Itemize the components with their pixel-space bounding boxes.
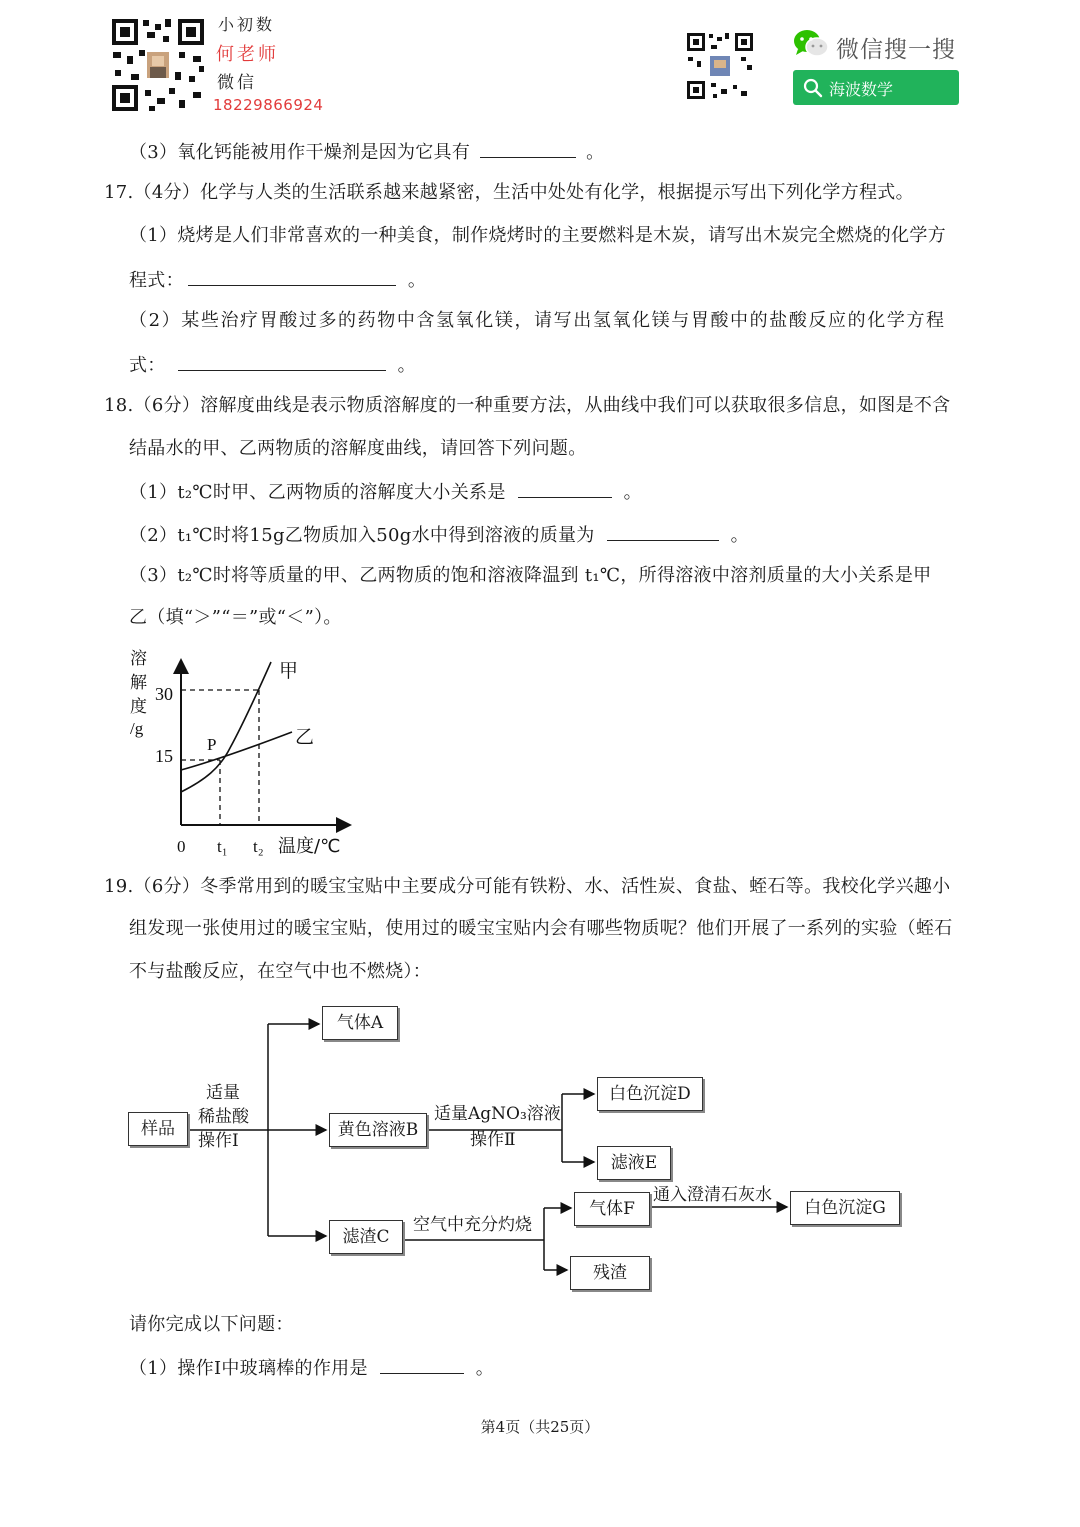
flow-label-op2-line2: 操作Ⅱ bbox=[470, 1130, 516, 1150]
contact-teacher-line: 何老师 bbox=[216, 44, 279, 65]
flow-box-solution-b: 黄色溶液B bbox=[329, 1113, 427, 1147]
period: 。 bbox=[397, 355, 416, 376]
q19-stem-line1: 19.（6分）冬季常用到的暖宝宝贴中主要成分可能有铁粉、水、活性炭、食盐、蛭石等。我校化学兴趣小 bbox=[104, 876, 951, 897]
x-tick-0: 0 bbox=[177, 837, 186, 856]
y-tick-30: 30 bbox=[155, 684, 173, 704]
q19-stem-line3: 不与盐酸反应，在空气中也不燃烧）： bbox=[129, 961, 432, 982]
q19-stem-line2: 组发现一张使用过的暖宝宝贴，使用过的暖宝宝贴内会有哪些物质呢？他们开展了一系列的实验（蛭石 bbox=[129, 918, 953, 939]
q18-part2-text: （2）t₁℃时将15g乙物质加入50g水中得到溶液的质量为 bbox=[129, 525, 595, 546]
flow-box-filtrate-e: 滤液E bbox=[597, 1146, 671, 1180]
flow-box-gas-a: 气体A bbox=[322, 1006, 398, 1040]
search-button-label: 海波数学 bbox=[829, 80, 894, 99]
y-label-char-1: 溶 bbox=[130, 649, 147, 669]
flow-label-op2-line1: 适量AgNO₃溶液 bbox=[434, 1104, 561, 1124]
flow-label-limewater: 通入澄清石灰水 bbox=[653, 1185, 772, 1205]
q17-part2-text: 式： bbox=[129, 355, 166, 376]
q17-stem: 17.（4分）化学与人类的生活联系越来越紧密，生活中处处有化学，根据提示写出下列化学方程式。 bbox=[104, 182, 914, 203]
q18-part1-text: （1）t₂℃时甲、乙两物质的溶解度大小关系是 bbox=[129, 482, 506, 503]
flow-box-precipitate-d: 白色沉淀D bbox=[597, 1077, 703, 1111]
flow-box-sample: 样品 bbox=[128, 1112, 188, 1146]
x-tick-t1: t₁ bbox=[217, 837, 228, 856]
flow-label-op1-line2: 稀盐酸 bbox=[198, 1107, 249, 1127]
q18-part3-line2: 乙（填“＞”“＝”或“＜”）。 bbox=[129, 607, 342, 628]
curve-label-yi: 乙 bbox=[295, 726, 315, 748]
page-number-footer: 第4页（共25页） bbox=[480, 1418, 600, 1436]
q18-part3-line1: （3）t₂℃时将等质量的甲、乙两物质的饱和溶液降温到 t₁℃，所得溶液中溶剂质量的大小关系是甲 bbox=[129, 565, 932, 586]
contact-wechat-line: 微信 bbox=[217, 73, 257, 93]
period: 。 bbox=[407, 270, 427, 291]
period: 。 bbox=[586, 142, 605, 163]
x-tick-t2: t₂ bbox=[253, 837, 264, 856]
q18-stem-line1: 18.（6分）溶解度曲线是表示物质溶解度的一种重要方法，从曲线中我们可以获取很多信息，如图是不含 bbox=[104, 395, 951, 416]
y-label-char-4: /g bbox=[130, 719, 144, 738]
y-label-char-2: 解 bbox=[130, 673, 147, 693]
q19-part1 bbox=[129, 1355, 494, 1381]
flow-box-residue-c: 滤渣C bbox=[329, 1220, 403, 1254]
q19-part1-text: （1）操作Ⅰ中玻璃棒的作用是 bbox=[129, 1358, 368, 1379]
point-label-p: P bbox=[207, 735, 217, 754]
period: 。 bbox=[730, 525, 749, 546]
flow-label-burn: 空气中充分灼烧 bbox=[413, 1215, 532, 1235]
curve-label-jia: 甲 bbox=[279, 660, 299, 682]
contact-phone-line: 18229866924 bbox=[213, 96, 324, 114]
q17-part2-line1: （2）某些治疗胃酸过多的药物中含氢氧化镁，请写出氢氧化镁与胃酸中的盐酸反应的化学方程 bbox=[129, 310, 946, 331]
flow-box-precipitate-g: 白色沉淀G bbox=[790, 1191, 900, 1225]
flow-box-ash: 残渣 bbox=[570, 1256, 650, 1290]
period: 。 bbox=[475, 1358, 495, 1379]
y-tick-15: 15 bbox=[155, 746, 173, 766]
x-axis-label: 温度/℃ bbox=[278, 836, 341, 857]
wechat-search-title: 微信搜一搜 bbox=[836, 37, 956, 63]
flow-label-op1-line1: 适量 bbox=[206, 1083, 240, 1103]
period: 。 bbox=[623, 482, 642, 503]
q16-part3-text: （3）氧化钙能被用作干燥剂是因为它具有 bbox=[129, 142, 471, 163]
q17-part1-text: 程式： bbox=[129, 270, 184, 291]
q19-prompt: 请你完成以下问题： bbox=[129, 1314, 294, 1335]
flow-box-gas-f: 气体F bbox=[574, 1192, 650, 1226]
flow-label-op1-line3: 操作Ⅰ bbox=[198, 1131, 239, 1151]
answer-blank[interactable] bbox=[380, 1355, 464, 1374]
q17-part1-line1: （1）烧烤是人们非常喜欢的一种美食，制作烧烤时的主要燃料是木炭，请写出木炭完全燃烧的化学方 bbox=[129, 225, 946, 246]
q18-stem-line2: 结晶水的甲、乙两物质的溶解度曲线，请回答下列问题。 bbox=[129, 438, 587, 459]
contact-name-line: 小初数 bbox=[218, 15, 276, 34]
y-label-char-3: 度 bbox=[130, 697, 147, 717]
